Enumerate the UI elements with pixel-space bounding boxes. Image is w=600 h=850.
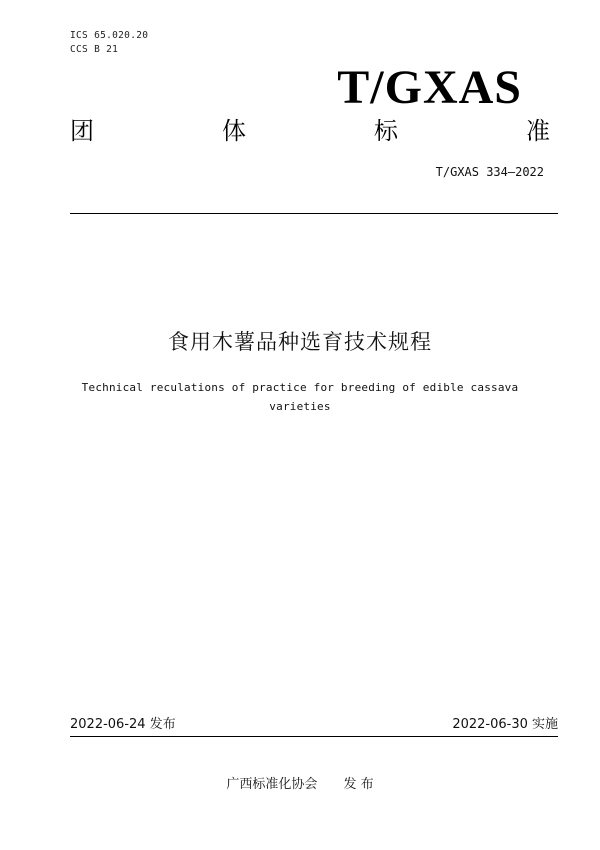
issuer-action: 发 布 (343, 777, 374, 792)
standard-logo: T/GXAS (337, 61, 522, 114)
implementation-date: 2022-06-30 实施 (452, 717, 558, 732)
standard-type-char: 体 (222, 117, 246, 145)
document-title-english (60, 378, 540, 416)
standard-type-heading (70, 114, 550, 148)
ccs-code: CCS B 21 (70, 44, 119, 55)
document-title-chinese: 食用木薯品种选育技术规程 (168, 330, 432, 354)
publish-date: 2022-06-24 发布 (70, 717, 176, 732)
issuer-organization: 广西标准化协会 (226, 777, 318, 792)
issuer-line (0, 776, 600, 794)
ics-code: ICS 65.020.20 (70, 30, 149, 41)
standard-type-char: 准 (526, 117, 550, 145)
english-title-line: varieties (269, 400, 331, 413)
standard-type-char: 团 (70, 117, 94, 145)
header-divider (70, 213, 558, 214)
standard-type-char: 标 (374, 117, 398, 145)
standard-number: T/GXAS 334—2022 (435, 165, 544, 179)
english-title-line: Technical reculations of practice for breeding of edible cassava (81, 381, 519, 394)
footer-divider (70, 736, 558, 737)
